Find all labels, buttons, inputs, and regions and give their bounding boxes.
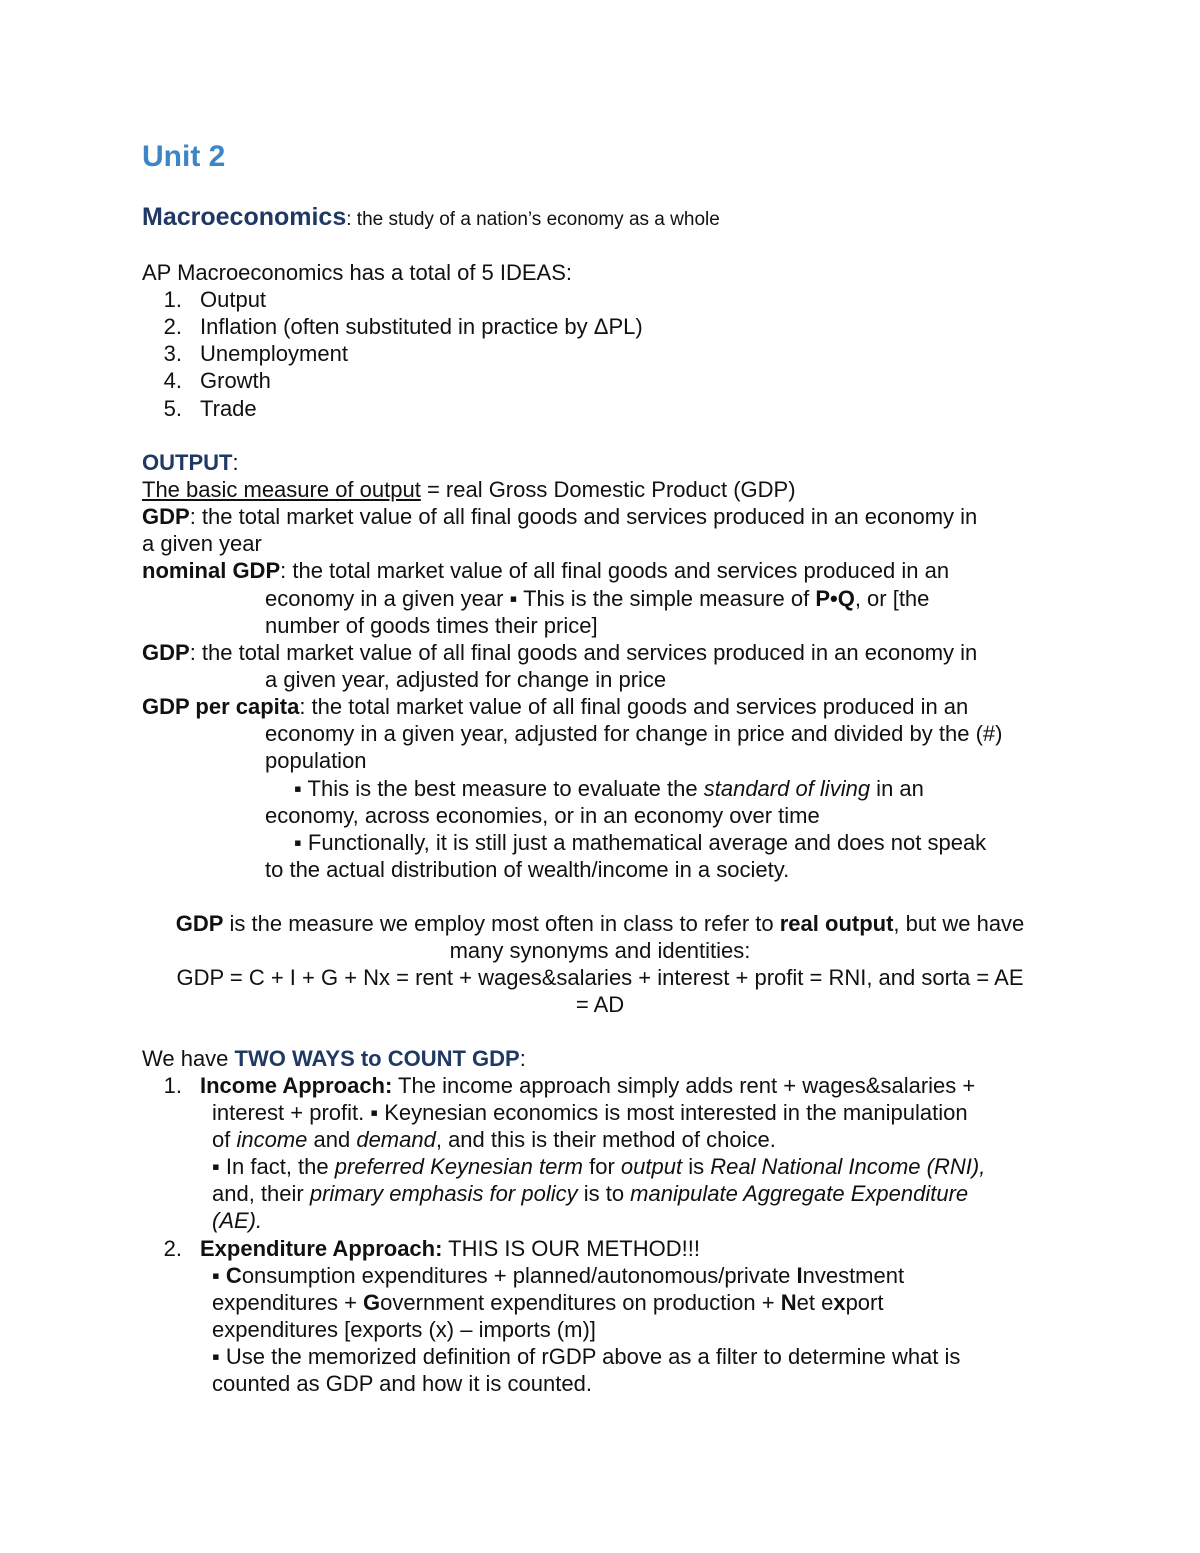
macro-def: : the study of a nation’s economy as a whole [346,209,720,230]
income-approach-cont: interest + profit. ▪ Keynesian economics is most interested in the manipulation [212,1100,968,1125]
expenditure-approach-cont: ▪ Consumption expenditures + planned/autonomous/private Investment [212,1263,905,1288]
identity-line-1: GDP is the measure we employ most often in class to refer to real output, but we have [175,911,1025,936]
gdp-per-capita-cont2: population [265,748,367,773]
list-item: 2. Inflation (often substituted in practice by ΔPL) [163,314,643,339]
per-capita-bullet-1: ▪ This is the best measure to evaluate the standard of living in an [294,776,924,801]
expenditure-approach-cont3: expenditures [exports (x) – imports (m)] [212,1317,596,1342]
per-capita-bullet-2-cont: to the actual distribution of wealth/income in a society. [265,857,790,882]
output-heading: OUTPUT: [142,450,239,475]
expenditure-approach-cont4: ▪ Use the memorized definition of rGDP above as a filter to determine what is [212,1344,961,1369]
income-approach: 1. Income Approach: The income approach simply adds rent + wages&salaries + [163,1073,976,1098]
macro-definition [142,203,720,232]
list-item: 4. Growth [163,368,271,393]
expenditure-approach-cont5: counted as GDP and how it is counted. [212,1371,592,1396]
expenditure-approach-cont2: expenditures + Government expenditures on production + Net export [212,1290,884,1315]
income-approach-cont2: of income and demand, and this is their method of choice. [212,1127,776,1152]
gdp-definition-2: GDP: the total market value of all final goods and services produced in an economy in [142,640,978,665]
page-title: Unit 2 [142,140,226,173]
nominal-gdp-cont: economy in a given year ▪ This is the simple measure of P•Q, or [the [265,586,930,611]
gdp-per-capita-cont: economy in a given year, adjusted for change in price and divided by the (#) [265,721,1003,746]
identity-line-2: many synonyms and identities: [449,938,751,963]
income-approach-cont4: and, their primary emphasis for policy is to manipulate Aggregate Expenditure [212,1181,969,1206]
identity-equation: GDP = C + I + G + Nx = rent + wages&salaries + interest + profit = RNI, and sorta = AE [176,965,1024,990]
gdp-definition-2-cont: a given year, adjusted for change in price [265,667,667,692]
nominal-gdp: nominal GDP: the total market value of all final goods and services produced in an [142,558,950,583]
gdp-definition-1: GDP: the total market value of all final goods and services produced in an economy in [142,504,978,529]
nominal-gdp-cont2: number of goods times their price] [265,613,598,638]
two-ways-heading: We have TWO WAYS to COUNT GDP: [142,1046,526,1071]
income-approach-cont3: ▪ In fact, the preferred Keynesian term for output is Real National Income (RNI), [212,1154,986,1179]
identity-equation-cont: = AD [575,992,625,1017]
income-approach-cont5: (AE). [212,1208,263,1233]
list-item: 1. Output [163,287,267,312]
gdp-per-capita: GDP per capita: the total market value of all final goods and services produced in an [142,694,969,719]
gdp-definition-1-cont: a given year [142,531,262,556]
ideas-intro: AP Macroeconomics has a total of 5 IDEAS: [142,260,573,285]
basic-measure: The basic measure of output = real Gross Domestic Product (GDP) [142,477,796,502]
list-item: 5. Trade [163,396,257,421]
expenditure-approach: 2. Expenditure Approach: THIS IS OUR METHOD!!! [163,1236,700,1261]
macro-term: Macroeconomics [142,203,347,231]
per-capita-bullet-2: ▪ Functionally, it is still just a mathematical average and does not speak [294,830,987,855]
per-capita-bullet-1-cont: economy, across economies, or in an economy over time [265,803,820,828]
list-item: 3. Unemployment [163,341,348,366]
